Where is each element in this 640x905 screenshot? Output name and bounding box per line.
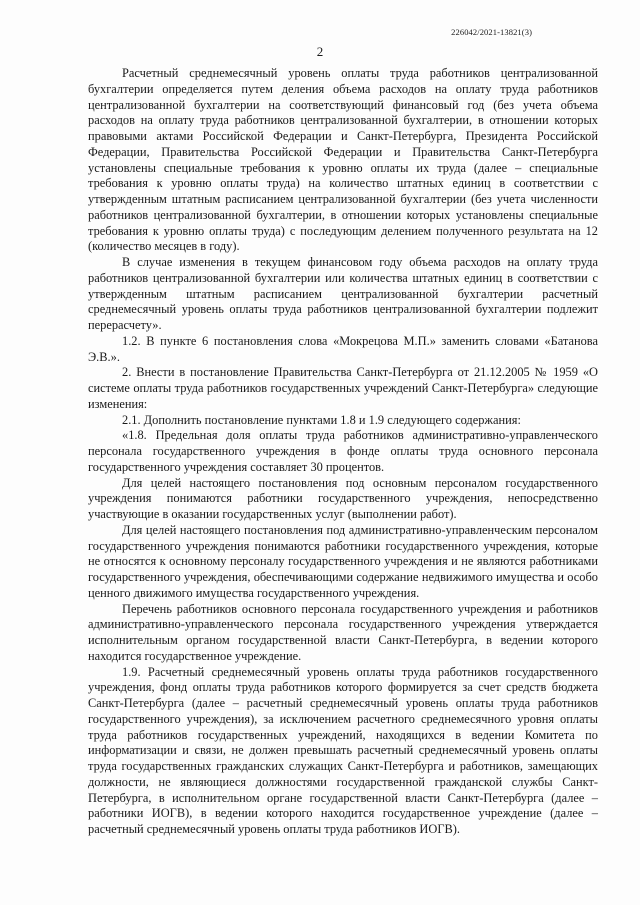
paragraph-item-1-9: 1.9. Расчетный среднемесячный уровень оплаты труда работников государственного учреждения, фонд оплаты труда работников которого формируется за счет средств бюджета Санкт-Петербурга (далее – расчетный среднемесячный уровень оплаты труда работников государственного учреждения), за исключением расчетного среднемесячного уровня оплаты труда работников государственных учреждений, находящихся в ведении Комитета по информатизации и связи, не должен превышать расчетный среднемесячный уровень оплаты труда государственных гражданских служащих Санкт-Петербурга и работников, замещающих должности, не являющиеся должностями государственной гражданской службы Санкт-Петербурга, в исполнительном органе государственной власти Санкт-Петербурга (далее – работники ИОГВ), в ведении которого находится государственное учреждение (далее – расчетный среднемесячный уровень оплаты труда работников ИОГВ). <box>88 664 598 836</box>
paragraph-recalculation: В случае изменения в текущем финансовом году объема расходов на оплату труда работников централизованной бухгалтерии или количества штатных единиц в соответствии с утвержденным штатным расписанием централизованной бухгалтерии расчетный среднемесячный уровень оплаты труда работников централизованной бухгалтерии подлежит перерасчету». <box>88 255 598 332</box>
document-registration-number: 226042/2021-13821(3) <box>451 27 532 37</box>
paragraph-item-1-8: «1.8. Предельная доля оплаты труда работников административно-управленческого персонала государственного учреждения в фонде оплаты труда основного персонала государственного учреждения составляет 30 процентов. <box>88 428 598 474</box>
document-body <box>88 66 598 838</box>
page-number: 2 <box>316 44 324 59</box>
paragraph-calculation-method: Расчетный среднемесячный уровень оплаты труда работников централизованной бухгалтерии определяется путем деления объема расходов на оплату труда работников централизованной бухгалтерии на соответствующий финансовый год (без учета объема расходов на оплату труда работников централизованной бухгалтерии, в отношении которых правовыми актами Российской Федерации и Санкт-Петербурга, Президента Российской Федерации, Правительства Российской Федерации и Правительства Санкт-Петербурга установлены специальные требования к уровню оплаты их труда (далее – специальные требования к уровню оплаты труда) на количество штатных единиц в соответствии с утвержденным штатным расписанием централизованной бухгалтерии (без учета численности работников централизованной бухгалтерии, в отношении которых установлены специальные требования к уровню оплаты труда) с последующим делением полученного результата на 12 (количество месяцев в году). <box>88 66 598 254</box>
paragraph-item-2: 2. Внести в постановление Правительства Санкт-Петербурга от 21.12.2005 № 1959 «О системе оплаты труда работников государственных учреждений Санкт-Петербурга» следующие изменения: <box>88 365 598 411</box>
paragraph-admin-personnel: Для целей настоящего постановления под административно-управленческим персоналом государственного учреждения понимаются работники государственного учреждения, которые не относятся к основному персоналу государственного учреждения и не являются работниками государственного учреждения, обеспечивающими содержание недвижимого имущества и особо ценного движимого имущества государственного учреждения. <box>88 522 598 600</box>
paragraph-item-1-2: 1.2. В пункте 6 постановления слова «Мокрецова М.П.» заменить словами «Батанова Э.В.». <box>88 333 598 364</box>
paragraph-main-personnel: Для целей настоящего постановления под основным персоналом государственного учреждения понимаются работники государственного учреждения, непосредственно участвующие в оказании государственных услуг (выполнении работ). <box>88 475 598 521</box>
paragraph-personnel-list: Перечень работников основного персонала государственного учреждения и работников административно-управленческого персонала государственного учреждения утверждается исполнительным органом государственной власти Санкт-Петербурга, в ведении которого находится государственное учреждение. <box>88 601 598 663</box>
paragraph-item-2-1: 2.1. Дополнить постановление пунктами 1.8 и 1.9 следующего содержания: <box>122 412 521 427</box>
